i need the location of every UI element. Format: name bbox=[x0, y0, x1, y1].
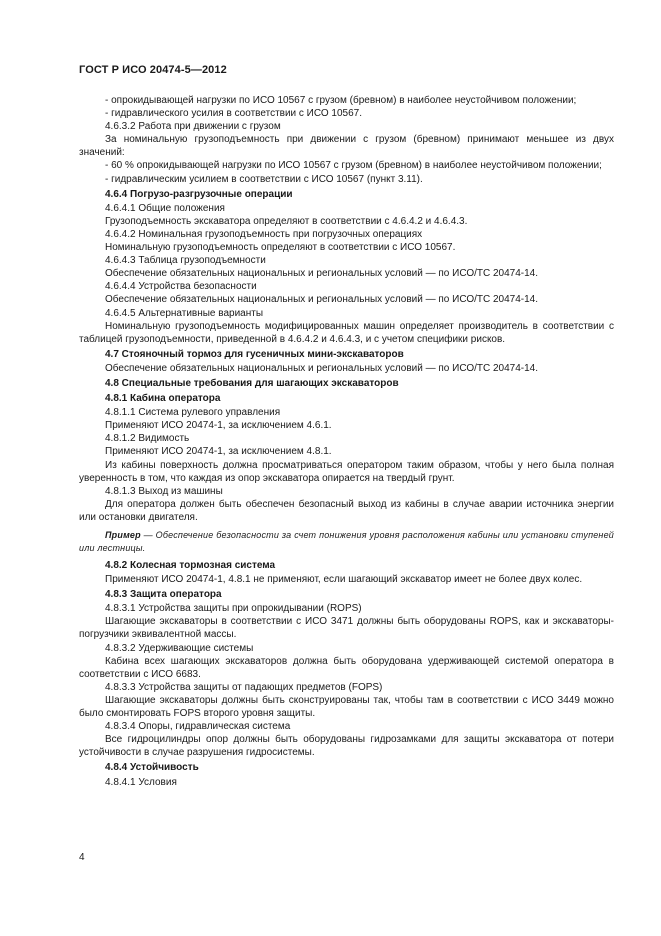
section-heading: 4.8 Специальные требования для шагающих экскаваторов bbox=[105, 377, 399, 389]
paragraph: 4.8.3.4 Опоры, гидравлическая система bbox=[105, 721, 291, 733]
paragraph: Обеспечение обязательных национальных и региональных условий — по ИСО/ТС 20474-14. bbox=[105, 268, 539, 280]
paragraph: Номинальную грузоподъемность модифицированных машин определяет производитель в соответствии с таблицей грузоподъемности, приведенной в 4.6.4.2 и 4.6.4.3, и с учетом специфики рисков. bbox=[79, 320, 614, 345]
section-heading: 4.8.3 Защита оператора bbox=[105, 589, 222, 601]
example-note bbox=[79, 529, 614, 554]
paragraph: Кабина всех шагающих экскаваторов должна быть оборудована удерживающей системой оператора в соответствии с ИСО 6683. bbox=[79, 655, 614, 680]
paragraph: Для оператора должен быть обеспечен безопасный выход из кабины в случае аварии источника энергии или остановки двигателя. bbox=[79, 498, 614, 523]
paragraph: 4.6.3.2 Работа при движении с грузом bbox=[105, 121, 281, 133]
paragraph: Применяют ИСО 20474-1, за исключением 4.6.1. bbox=[105, 420, 332, 432]
section-heading: 4.6.4 Погрузо-разгрузочные операции bbox=[105, 188, 293, 200]
example-text: — Обеспечение безопасности за счет понижения уровня расположения кабины или установки ступеней или лестницы. bbox=[79, 530, 614, 553]
paragraph: Обеспечение обязательных национальных и региональных условий — по ИСО/ТС 20474-14. bbox=[105, 362, 539, 374]
paragraph: - гидравлического усилия в соответствии с ИСО 10567. bbox=[105, 108, 363, 120]
paragraph: 4.6.4.3 Таблица грузоподъемности bbox=[105, 255, 266, 267]
paragraph: - 60 % опрокидывающей нагрузки по ИСО 10567 с грузом (бревном) в наиболее неустойчивом положении; bbox=[105, 160, 602, 172]
paragraph: Обеспечение обязательных национальных и региональных условий — по ИСО/ТС 20474-14. bbox=[105, 294, 539, 306]
paragraph: Номинальную грузоподъемность определяют в соответствии с ИСО 10567. bbox=[105, 242, 456, 254]
paragraph: 4.8.3.3 Устройства защиты от падающих предметов (FOPS) bbox=[105, 681, 383, 693]
paragraph: 4.6.4.2 Номинальная грузоподъемность при погрузочных операциях bbox=[105, 228, 423, 240]
paragraph: 4.6.4.4 Устройства безопасности bbox=[105, 281, 257, 293]
paragraph: Шагающие экскаваторы должны быть сконструированы так, чтобы там в соответствии с ИСО 3449 можно было смонтировать FOPS второго уровня защиты. bbox=[79, 694, 614, 720]
paragraph: За номинальную грузоподъемность при движении с грузом (бревном) принимают меньшее из двух значений: bbox=[79, 134, 614, 159]
page-number: 4 bbox=[79, 852, 85, 863]
paragraph: 4.8.3.1 Устройства защиты при опрокидывании (ROPS) bbox=[105, 603, 362, 615]
paragraph: 4.8.1.3 Выход из машины bbox=[105, 485, 223, 497]
paragraph: Грузоподъемность экскаватора определяют в соответствии с 4.6.4.2 и 4.6.4.3. bbox=[105, 215, 468, 227]
paragraph: - опрокидывающей нагрузки по ИСО 10567 с грузом (бревном) в наиболее неустойчивом положении; bbox=[105, 95, 577, 106]
paragraph: 4.8.3.2 Удерживающие системы bbox=[105, 642, 254, 654]
paragraph: 4.6.4.5 Альтернативные варианты bbox=[105, 307, 264, 319]
paragraph: - гидравлическим усилием в соответствии с ИСО 10567 (пункт 3.11). bbox=[105, 173, 423, 185]
section-heading: 4.7 Стояночный тормоз для гусеничных мини-экскаваторов bbox=[105, 348, 404, 360]
document-header: ГОСТ Р ИСО 20474-5—2012 bbox=[79, 64, 227, 76]
section-heading: 4.8.1 Кабина оператора bbox=[105, 393, 221, 405]
paragraph: 4.8.4.1 Условия bbox=[105, 776, 177, 788]
paragraph: Все гидроцилиндры опор должны быть оборудованы гидрозамками для защиты экскаватора от потери устойчивости в случае разрушения гидросистемы. bbox=[79, 734, 614, 759]
paragraph: Из кабины поверхность должна просматриваться оператором таким образом, чтобы у него была полная уверенность в том, что каждая из опор экскаватора опирается на твердый грунт. bbox=[79, 459, 614, 484]
example-lead: Пример bbox=[105, 530, 141, 540]
paragraph: Применяют ИСО 20474-1, за исключением 4.8.1. bbox=[105, 446, 332, 458]
paragraph: 4.6.4.1 Общие положения bbox=[105, 202, 225, 214]
document-body bbox=[79, 94, 614, 789]
paragraph: 4.8.1.1 Система рулевого управления bbox=[105, 407, 281, 419]
section-heading: 4.8.2 Колесная тормозная система bbox=[105, 560, 276, 571]
paragraph: 4.8.1.2 Видимость bbox=[105, 433, 190, 445]
paragraph: Шагающие экскаваторы в соответствии с ИСО 3471 должны быть оборудованы ROPS, как и экскаваторы-погрузчики эквивалентной массы. bbox=[79, 616, 614, 641]
paragraph: Применяют ИСО 20474-1, 4.8.1 не применяют, если шагающий экскаватор имеет не более двух колес. bbox=[105, 574, 583, 586]
section-heading: 4.8.4 Устойчивость bbox=[105, 762, 199, 774]
